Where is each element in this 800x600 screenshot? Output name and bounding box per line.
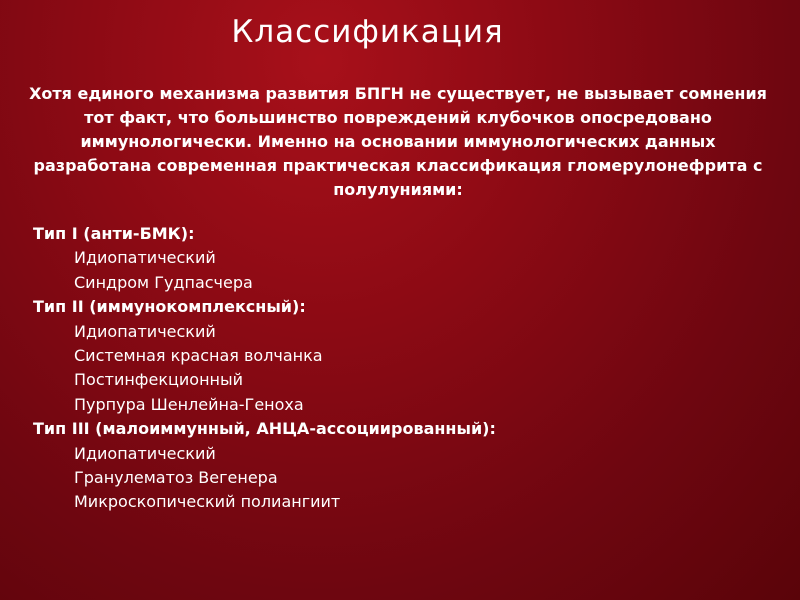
list-item: [24, 442, 784, 466]
type-1-item: [24, 222, 784, 246]
list-item-label: Идиопатический: [74, 443, 216, 463]
list-item-label: Системная красная волчанка: [74, 346, 323, 366]
classification-list: [24, 222, 784, 515]
list-item: [24, 490, 784, 514]
list-item: [24, 246, 784, 270]
list-item-label: Синдром Гудпасчера: [74, 272, 253, 292]
list-item: [24, 271, 784, 295]
list-item-label: Идиопатический: [74, 248, 216, 268]
list-item-label: Идиопатический: [74, 321, 216, 341]
list-item: [24, 466, 784, 490]
list-item: [24, 320, 784, 344]
list-item: [24, 368, 784, 392]
intro-paragraph: Хотя единого механизма развития БПГН не существует, не вызывает сомнения тот факт, что большинство повреждений клубочков опосредовано иммунологически. Именно на основании иммунологических данных разработана современная практическая классификация гломерулонефрита с полулуниями:: [29, 84, 767, 199]
slide-title: Классификация: [231, 14, 504, 50]
type-1-label: Тип I (анти-БМК):: [33, 224, 195, 243]
type-2-label: Тип II (иммунокомплексный):: [33, 297, 306, 317]
type-2-item: [24, 295, 784, 319]
list-item-label: Постинфекционный: [74, 370, 244, 390]
type-3-item: [24, 417, 784, 441]
list-item-label: Пурпура Шенлейна-Геноха: [74, 394, 304, 414]
list-item: [24, 393, 784, 417]
list-item-label: Микроскопический полиангиит: [74, 492, 341, 512]
type-3-label: Тип III (малоиммунный, АНЦА-ассоциированный):: [33, 419, 496, 439]
list-item: [24, 344, 784, 368]
list-item-label: Гранулематоз Вегенера: [74, 468, 278, 488]
